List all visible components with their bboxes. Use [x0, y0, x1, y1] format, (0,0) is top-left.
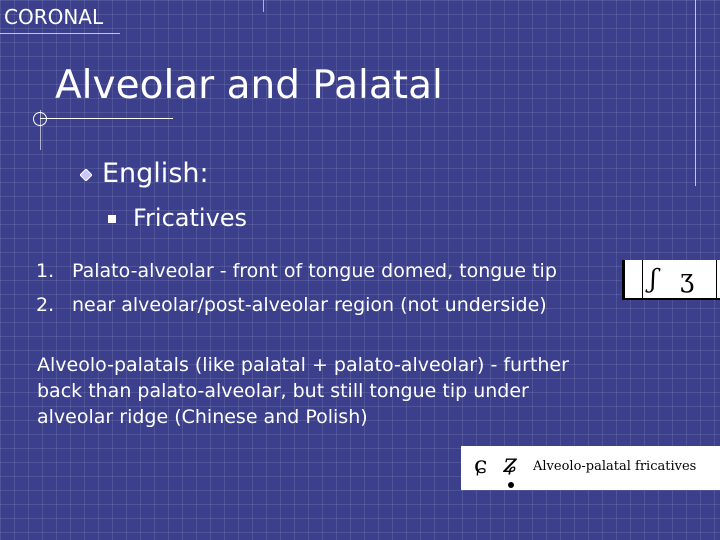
list-number: 1. [36, 260, 55, 282]
ipa-symbol-esh: ʃ [650, 264, 657, 293]
sub-bullet: Fricatives [133, 204, 248, 232]
diamond-bullet-icon [80, 169, 92, 181]
list-item: near alveolar/post-alveolar region (not underside) [72, 294, 547, 316]
bullet-heading: English: [102, 158, 209, 189]
square-bullet-icon [108, 215, 116, 223]
ipa-box-bottom-border [622, 298, 720, 300]
list-number: 2. [36, 294, 55, 316]
ipa-symbol-z-curl: ʑ [503, 449, 518, 479]
ipa-box-divider [716, 260, 717, 300]
ipa-symbol-c-curl: ɕ [474, 451, 488, 479]
top-divider-line [263, 0, 264, 12]
title-underline [40, 118, 173, 119]
ipa-symbol-box [622, 260, 720, 300]
image-artifact-dot [508, 482, 514, 488]
section-label: CORONAL [4, 5, 104, 29]
list-item: Palato-alveolar - front of tongue domed, tongue tip [72, 260, 557, 282]
top-frame-line [0, 33, 120, 34]
slide-title: Alveolar and Palatal [55, 63, 443, 108]
title-circle-ornament [33, 112, 47, 126]
alveolo-palatal-paragraph: Alveolo-palatals (like palatal + palato-alveolar) - further back than palato-alveolar, but still tongue tip under alveolar ridge (Chinese and Polish) [37, 354, 569, 428]
alveolo-palatal-caption: Alveolo-palatal fricatives [533, 459, 697, 474]
ipa-box-divider [642, 260, 643, 300]
ipa-symbol-ezh: ʒ [680, 264, 695, 293]
right-frame-line [695, 0, 696, 186]
